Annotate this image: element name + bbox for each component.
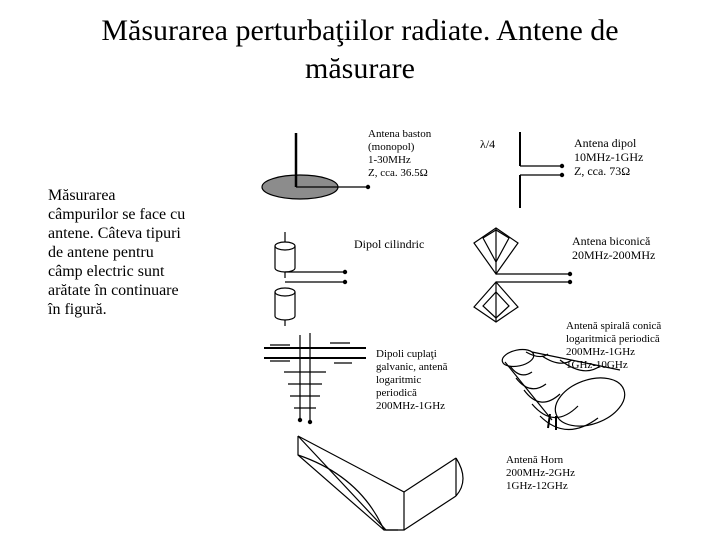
monopole-antenna-drawing — [262, 133, 370, 199]
label-line: (monopol) — [368, 141, 415, 153]
label-line: Z, cca. 36.5Ω — [368, 167, 428, 179]
label-line: 1GHz-12GHz — [506, 480, 568, 492]
label-line: Antena biconică — [572, 234, 651, 248]
label-line: logaritmic — [376, 374, 422, 386]
horn-antenna-drawing — [298, 436, 463, 530]
lambda-quarter-label: λ/4 — [480, 137, 496, 151]
label-line: 200MHz-1GHz — [566, 346, 636, 358]
horn-label — [506, 454, 575, 493]
body-line: Măsurarea — [48, 187, 116, 204]
label-line: logaritmică periodică — [566, 333, 660, 345]
conical-spiral-label — [566, 320, 661, 372]
monopole-label — [368, 128, 431, 180]
body-line: antene. Câteva tipuri — [48, 225, 181, 242]
label-line: Antena dipol — [574, 136, 637, 150]
label-line: 200MHz-1GHz — [376, 400, 446, 412]
label-line: Antenă Horn — [506, 454, 564, 466]
title-line-2: măsurare — [305, 52, 415, 85]
label-line: Antena baston — [368, 128, 432, 140]
body-line: în figură. — [48, 301, 107, 318]
title-line-1: Măsurarea perturbaţiilor radiate. Antene de — [101, 14, 619, 47]
body-line: arătate în continuare — [48, 282, 179, 299]
label-line: 10MHz-1GHz — [574, 150, 644, 164]
label-line: Antenă spirală conică — [566, 320, 662, 332]
log-periodic-label — [376, 348, 447, 413]
label-line: Dipoli cuplaţi — [376, 348, 437, 360]
dipole-antenna-drawing — [520, 132, 564, 208]
body-line: de antene pentru — [48, 244, 154, 261]
label-line: periodică — [376, 387, 417, 399]
label-line: galvanic, antenă — [376, 361, 448, 373]
label-line: 1-30MHz — [368, 154, 411, 166]
label-line: Z, cca. 73Ω — [574, 164, 631, 178]
biconical-antenna-drawing — [474, 228, 572, 322]
body-line: câmp electric sunt — [48, 263, 165, 280]
dipole-label — [574, 136, 643, 178]
label-line: 1GHz-10GHz — [566, 359, 628, 371]
label-line: 200MHz-2GHz — [506, 467, 576, 479]
cylindrical-dipole-drawing — [275, 232, 347, 326]
log-periodic-antenna-drawing — [264, 333, 366, 424]
biconical-label — [572, 234, 655, 262]
body-line: câmpurilor se face cu — [48, 206, 186, 223]
cylindrical-dipole-label: Dipol cilindric — [354, 237, 425, 251]
label-line: 20MHz-200MHz — [572, 248, 656, 262]
